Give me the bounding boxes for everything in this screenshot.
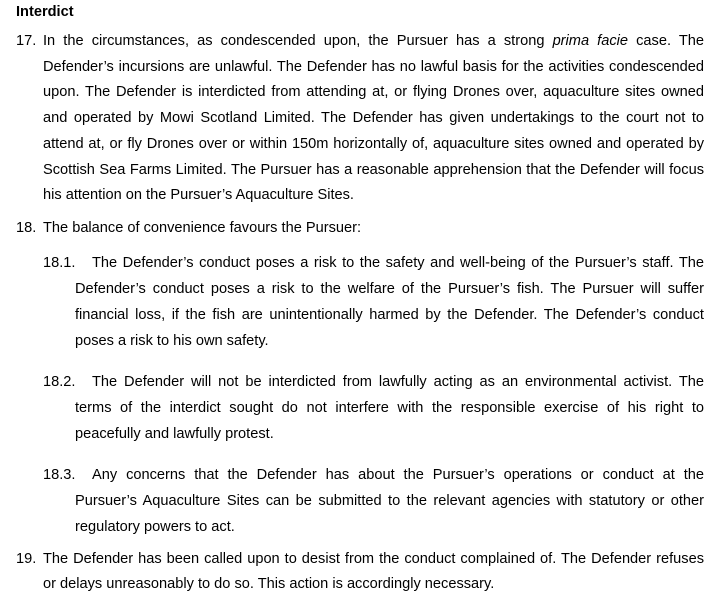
paragraph-19 <box>16 547 704 598</box>
subparagraph-number: 18.2. <box>43 373 76 390</box>
subparagraph-text: Any concerns that the Defender has about the Pursuer’s operations or conduct at the Pursuer’s Aquaculture Sites can be submitted to the relevant agencies with statutory or other regulatory powers to act. <box>75 466 704 535</box>
italic-term: prima facie <box>552 33 628 49</box>
paragraph-text-part: In the circumstances, as condescended upon, the Pursuer has a strong <box>43 33 553 49</box>
paragraph-17 <box>16 29 704 209</box>
subparagraph-text: The Defender’s conduct poses a risk to the safety and well-being of the Pursuer’s staff. The Defender’s conduct poses a risk to the welfare of the Pursuer’s fish. The Pursuer will suffer financial loss, if the fish are unintentionally harmed by the Defender. The Defender’s conduct poses a risk to his own safety. <box>75 254 704 349</box>
paragraph-number: 19. <box>16 550 37 567</box>
paragraph-18 <box>16 216 704 242</box>
paragraph-text-part: case. The Defender’s incursions are unlawful. The Defender has no lawful basis for the activities condescended upon. The Defender is interdicted from attending at, or flying Drones over, aquaculture sites owned and operated by Mowi Scotland Limited. The Defender has given undertakings to the court not to attend at, or fly Drones over or within 150m horizontally of, aquaculture sites owned and operated by Scottish Sea Farms Limited. The Pursuer has a reasonable apprehension that the Defender will focus his attention on the Pursuer’s Aquaculture Sites. <box>43 33 705 204</box>
subparagraph-18-3 <box>43 462 704 540</box>
paragraph-number: 18. <box>16 219 37 236</box>
subparagraph-18-1 <box>43 250 704 354</box>
subparagraph-18-2 <box>43 369 704 447</box>
subparagraph-number: 18.3. <box>43 466 76 483</box>
subparagraph-number: 18.1. <box>43 254 76 271</box>
subparagraph-text: The Defender will not be interdicted from lawfully acting as an environmental activist. The terms of the interdict sought do not interfere with the responsible exercise of his right to peacefully and lawfully protest. <box>75 373 704 442</box>
paragraph-text <box>43 29 704 209</box>
paragraph-text: The balance of convenience favours the Pursuer: <box>43 219 362 236</box>
paragraph-text: The Defender has been called upon to desist from the conduct complained of. The Defender refuses or delays unreasonably to do so. This action is accordingly necessary. <box>43 550 704 593</box>
paragraph-number: 17. <box>16 33 37 49</box>
section-heading: Interdict <box>16 4 74 20</box>
